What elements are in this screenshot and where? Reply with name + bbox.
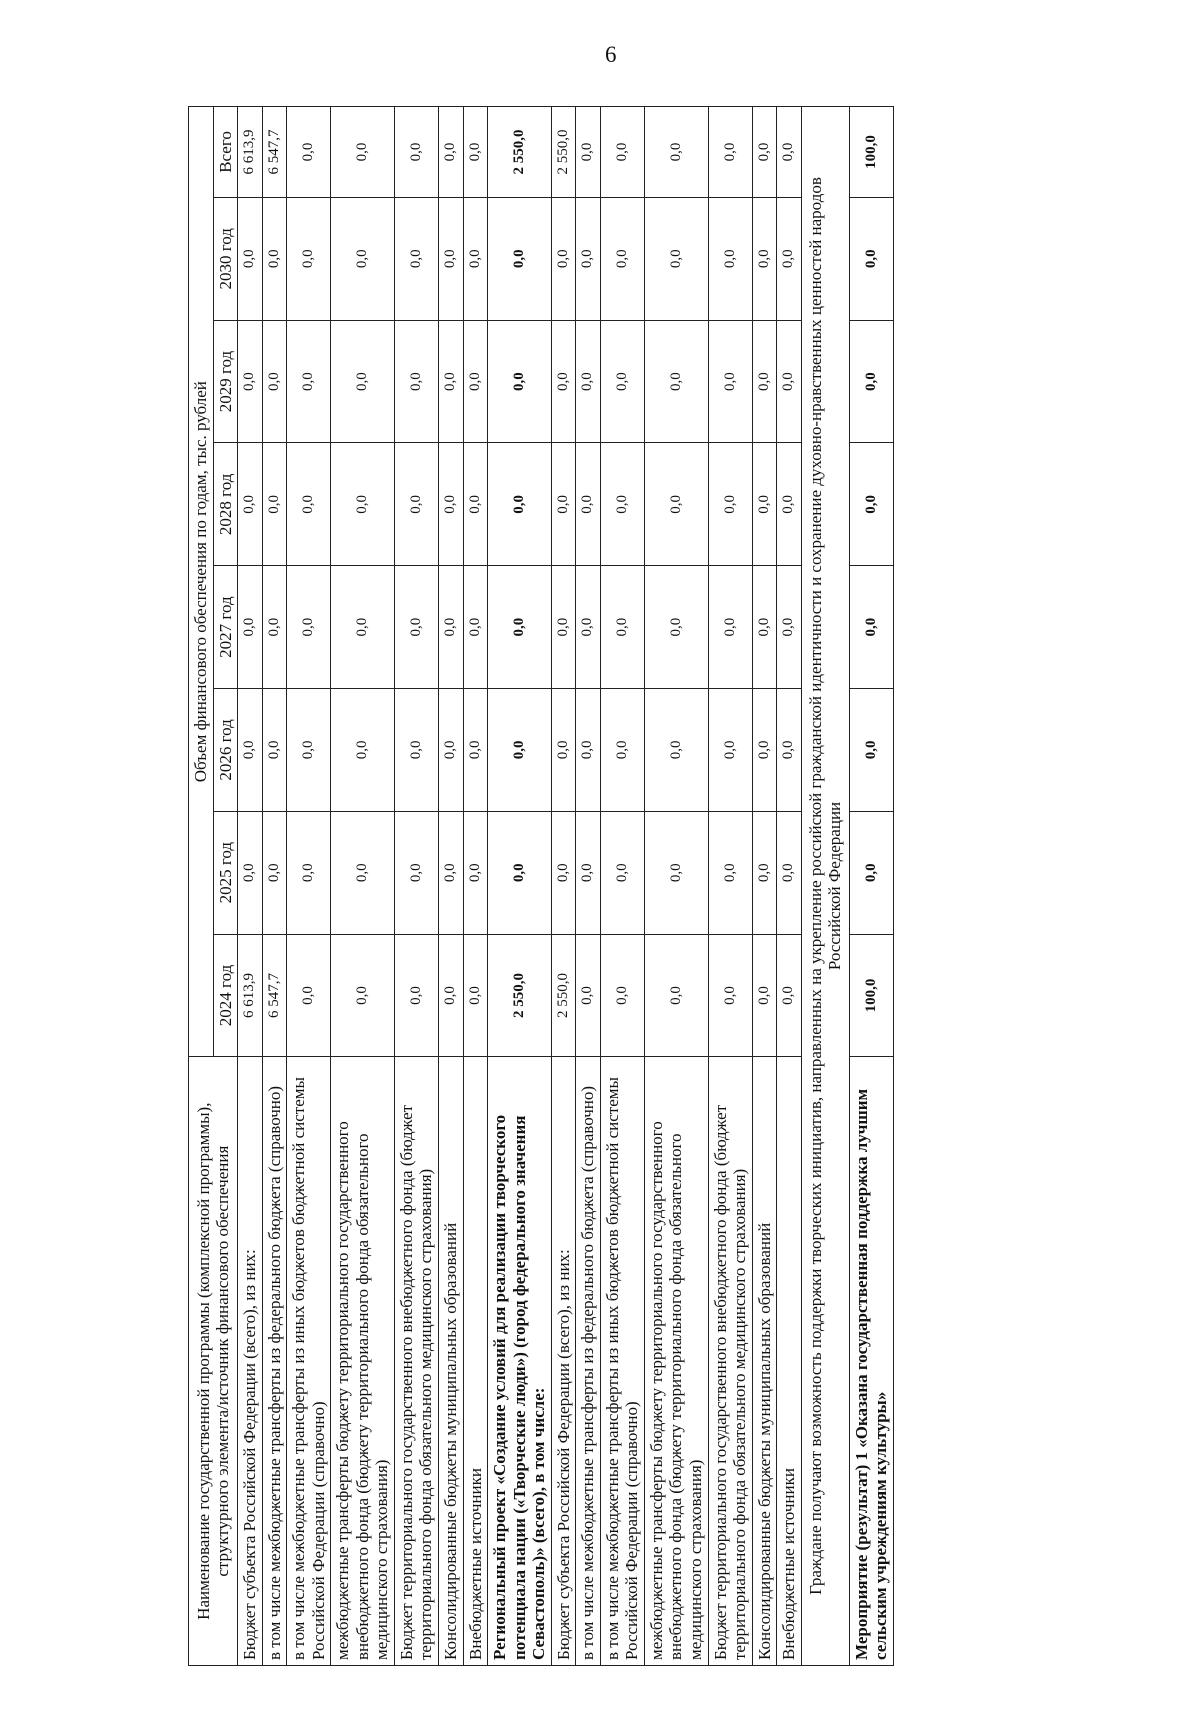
row-value: 0,0: [238, 197, 263, 320]
row-value: 0,0: [849, 320, 893, 443]
row-value: 0,0: [849, 566, 893, 689]
row-value: 0,0: [752, 934, 777, 1057]
row-value: 0,0: [600, 811, 644, 934]
row-value: 0,0: [287, 320, 331, 443]
row-value: 100,0: [849, 107, 893, 198]
row-source-name: Бюджет субъекта Российской Федерации (всего), из них:: [238, 1057, 263, 1666]
row-source-name: в том числе межбюджетные трансферты из иных бюджетов бюджетной системы Российской Федерации (справочно): [287, 1057, 331, 1666]
row-value: 0,0: [394, 689, 438, 812]
row-source-name: межбюджетные трансферты бюджету территориального государственного внебюджетного фонда (бюджету территориального фонда обязательного медицинского страхования): [331, 1057, 395, 1666]
table-row: [488, 107, 552, 1666]
row-source-name: Бюджет территориального государственного внебюджетного фонда (бюджет территориального фонда обязательного медицинского страхования): [708, 1057, 752, 1666]
row-value: 0,0: [331, 689, 395, 812]
row-value: 0,0: [551, 811, 576, 934]
row-value: 0,0: [488, 689, 552, 812]
row-value: 0,0: [708, 689, 752, 812]
row-value: 0,0: [331, 197, 395, 320]
row-value: 0,0: [644, 197, 708, 320]
row-value: 0,0: [394, 934, 438, 1057]
row-value: 0,0: [777, 197, 802, 320]
row-value: 0,0: [439, 934, 464, 1057]
row-source-name: Бюджет территориального государственного внебюджетного фонда (бюджет территориального фонда обязательного медицинского страхования): [394, 1057, 438, 1666]
row-source-name: Бюджет субъекта Российской Федерации (всего), из них:: [551, 1057, 576, 1666]
row-value: 0,0: [576, 566, 601, 689]
row-value: 0,0: [777, 107, 802, 198]
header-year-2: 2026 год: [213, 689, 238, 812]
row-value: 0,0: [439, 320, 464, 443]
row-value: 0,0: [331, 443, 395, 566]
row-value: 0,0: [331, 934, 395, 1057]
row-value: 0,0: [708, 320, 752, 443]
row-value: 0,0: [287, 689, 331, 812]
row-value: 0,0: [600, 566, 644, 689]
rotated-table-frame: [188, 106, 1093, 1666]
row-value: 0,0: [463, 107, 488, 198]
row-value: 0,0: [708, 197, 752, 320]
row-value: 0,0: [576, 689, 601, 812]
row-value: 0,0: [849, 811, 893, 934]
row-value: 0,0: [600, 689, 644, 812]
row-value: 0,0: [262, 811, 287, 934]
row-value: 0,0: [849, 689, 893, 812]
row-value: 0,0: [439, 811, 464, 934]
row-value: 0,0: [600, 320, 644, 443]
page-number: 6: [605, 42, 617, 67]
row-value: 0,0: [463, 566, 488, 689]
row-value: 0,0: [238, 566, 263, 689]
row-value: 0,0: [752, 689, 777, 812]
header-year-1: 2025 год: [213, 811, 238, 934]
header-name-column: Наименование государственной программы (комплексной программы), структурного элемента/источник финансового обеспечения: [189, 1057, 238, 1666]
note-row: [801, 107, 849, 1666]
row-value: 0,0: [439, 107, 464, 198]
row-value: 0,0: [644, 566, 708, 689]
row-value: 0,0: [463, 811, 488, 934]
row-value: 0,0: [238, 689, 263, 812]
header-volume: Объем финансового обеспечения по годам, тыс. рублей: [189, 107, 214, 1057]
row-value: 0,0: [600, 934, 644, 1057]
row-value: 0,0: [551, 197, 576, 320]
row-value: 0,0: [394, 320, 438, 443]
table-body: [238, 107, 894, 1666]
table-row: [600, 107, 644, 1666]
financing-table: [188, 106, 894, 1666]
row-value: 0,0: [238, 443, 263, 566]
table-row: [708, 107, 752, 1666]
row-value: 0,0: [262, 443, 287, 566]
table-row: [849, 107, 893, 1666]
row-value: 0,0: [394, 566, 438, 689]
table-row: [463, 107, 488, 1666]
row-value: 0,0: [551, 566, 576, 689]
row-value: 0,0: [777, 811, 802, 934]
row-value: 0,0: [644, 320, 708, 443]
row-value: 0,0: [488, 197, 552, 320]
row-value: 0,0: [463, 689, 488, 812]
row-value: 0,0: [488, 320, 552, 443]
row-value: 0,0: [644, 811, 708, 934]
row-source-name: Консолидированные бюджеты муниципальных образований: [752, 1057, 777, 1666]
row-value: 0,0: [777, 689, 802, 812]
row-value: 0,0: [551, 443, 576, 566]
table-row: [331, 107, 395, 1666]
row-value: 0,0: [439, 197, 464, 320]
row-source-name: Внебюджетные источники: [777, 1057, 802, 1666]
row-source-name: Региональный проект «Создание условий для реализации творческого потенциала нации («Творческие люди») (город федерального значения Севастополь)» (всего), в том числе:: [488, 1057, 552, 1666]
table-row: [262, 107, 287, 1666]
row-value: 0,0: [262, 566, 287, 689]
row-value: 0,0: [551, 320, 576, 443]
row-value: 0,0: [708, 566, 752, 689]
row-value: 0,0: [488, 566, 552, 689]
row-value: 0,0: [644, 443, 708, 566]
row-value: 0,0: [488, 811, 552, 934]
row-source-name: Мероприятие (результат) 1 «Оказана государственная поддержка лучшим сельским учреждениям культуры»: [849, 1057, 893, 1666]
row-value: 6 613,9: [238, 107, 263, 198]
row-value: 0,0: [287, 811, 331, 934]
row-value: 0,0: [262, 689, 287, 812]
row-value: 0,0: [752, 197, 777, 320]
row-value: 0,0: [708, 107, 752, 198]
header-year-3: 2027 год: [213, 566, 238, 689]
table-row: [287, 107, 331, 1666]
row-source-name: межбюджетные трансферты бюджету территориального государственного внебюджетного фонда (бюджету территориального фонда обязательного медицинского страхования): [644, 1057, 708, 1666]
row-value: 0,0: [576, 934, 601, 1057]
row-value: 0,0: [394, 811, 438, 934]
row-value: 0,0: [576, 811, 601, 934]
row-value: 0,0: [394, 197, 438, 320]
row-value: 0,0: [394, 443, 438, 566]
header-year-0: 2024 год: [213, 934, 238, 1057]
row-value: 0,0: [576, 197, 601, 320]
row-value: 0,0: [394, 107, 438, 198]
header-year-6: 2030 год: [213, 197, 238, 320]
row-value: 0,0: [752, 566, 777, 689]
row-value: 0,0: [777, 320, 802, 443]
row-value: 0,0: [262, 320, 287, 443]
row-value: 0,0: [644, 689, 708, 812]
table-row: [439, 107, 464, 1666]
row-value: 0,0: [708, 443, 752, 566]
row-value: 6 547,7: [262, 934, 287, 1057]
row-source-name: в том числе межбюджетные трансферты из федерального бюджета (справочно): [262, 1057, 287, 1666]
row-value: 0,0: [708, 811, 752, 934]
row-value: 0,0: [439, 443, 464, 566]
table-row: [576, 107, 601, 1666]
table-row: [394, 107, 438, 1666]
row-value: 0,0: [287, 934, 331, 1057]
row-value: 0,0: [238, 811, 263, 934]
row-value: 0,0: [331, 811, 395, 934]
row-value: 0,0: [463, 320, 488, 443]
row-source-name: в том числе межбюджетные трансферты из федерального бюджета (справочно): [576, 1057, 601, 1666]
row-value: 6 613,9: [238, 934, 263, 1057]
row-value: 0,0: [777, 566, 802, 689]
row-value: 0,0: [644, 934, 708, 1057]
result-note: Граждане получают возможность поддержки творческих инициатив, направленных на укрепление российской гражданской идентичности и сохранение духовно-нравственных ценностей народов Российской Федерации: [801, 107, 849, 1666]
row-value: 0,0: [287, 443, 331, 566]
row-source-name: Внебюджетные источники: [463, 1057, 488, 1666]
row-value: 0,0: [287, 107, 331, 198]
row-value: 2 550,0: [551, 107, 576, 198]
row-value: 0,0: [439, 689, 464, 812]
row-value: 0,0: [752, 107, 777, 198]
row-value: 2 550,0: [488, 107, 552, 198]
row-value: 0,0: [287, 197, 331, 320]
row-value: 0,0: [752, 811, 777, 934]
row-source-name: в том числе межбюджетные трансферты из иных бюджетов бюджетной системы Российской Федерации (справочно): [600, 1057, 644, 1666]
header-year-5: 2029 год: [213, 320, 238, 443]
row-value: 0,0: [752, 443, 777, 566]
row-value: 0,0: [463, 443, 488, 566]
row-value: 0,0: [488, 443, 552, 566]
header-year-4: 2028 год: [213, 443, 238, 566]
row-value: 100,0: [849, 934, 893, 1057]
row-value: 2 550,0: [551, 934, 576, 1057]
row-value: 0,0: [752, 320, 777, 443]
row-source-name: Консолидированные бюджеты муниципальных образований: [439, 1057, 464, 1666]
row-value: 0,0: [600, 197, 644, 320]
table-row: [752, 107, 777, 1666]
row-value: 0,0: [777, 443, 802, 566]
row-value: 0,0: [439, 566, 464, 689]
row-value: 2 550,0: [488, 934, 552, 1057]
row-value: 0,0: [600, 443, 644, 566]
row-value: 0,0: [551, 689, 576, 812]
row-value: 0,0: [576, 107, 601, 198]
row-value: 0,0: [644, 107, 708, 198]
row-value: 0,0: [238, 320, 263, 443]
table-row: [777, 107, 802, 1666]
row-value: 0,0: [463, 197, 488, 320]
row-value: 0,0: [708, 934, 752, 1057]
row-value: 0,0: [287, 566, 331, 689]
row-value: 0,0: [600, 107, 644, 198]
row-value: 0,0: [849, 443, 893, 566]
row-value: 0,0: [262, 197, 287, 320]
row-value: 6 547,7: [262, 107, 287, 198]
row-value: 0,0: [849, 197, 893, 320]
row-value: 0,0: [576, 443, 601, 566]
row-value: 0,0: [331, 566, 395, 689]
row-value: 0,0: [463, 934, 488, 1057]
row-value: 0,0: [576, 320, 601, 443]
row-value: 0,0: [331, 320, 395, 443]
table-container: [188, 106, 1093, 1666]
row-value: 0,0: [331, 107, 395, 198]
table-row: [238, 107, 263, 1666]
header-year-7: Всего: [213, 107, 238, 198]
table-row: [644, 107, 708, 1666]
table-row: [551, 107, 576, 1666]
row-value: 0,0: [777, 934, 802, 1057]
